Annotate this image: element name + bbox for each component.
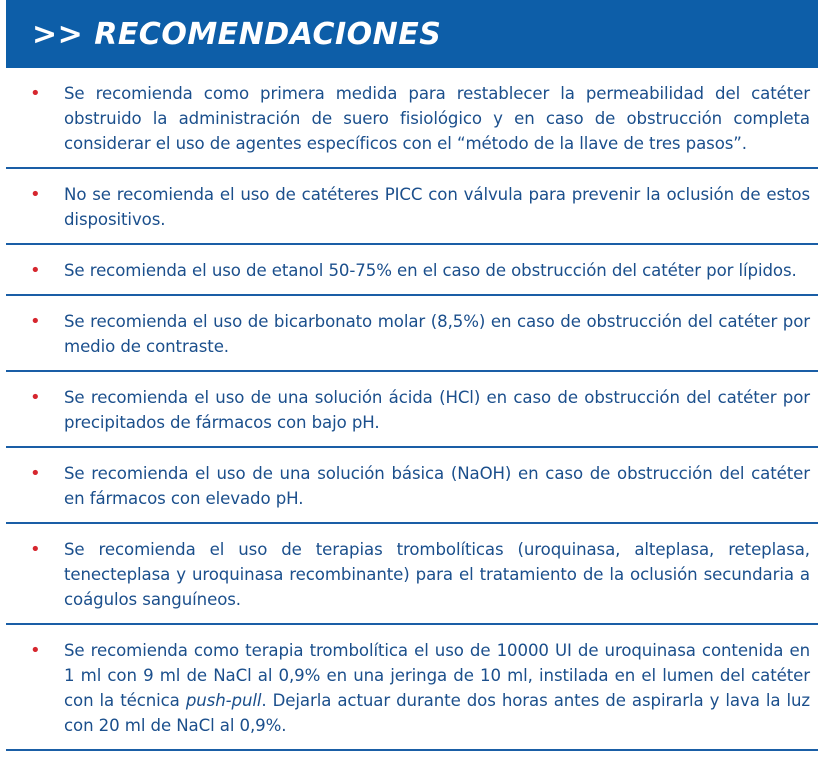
recommendation-text: Se recomienda el uso de etanol 50-75% en el caso de obstrucción del catéter por lípidos.	[64, 261, 797, 280]
bullet-icon: •	[30, 83, 41, 104]
recommendations-list	[6, 68, 818, 751]
recommendation-text: No se recomienda el uso de catéteres PICC con válvula para prevenir la oclusión de estos dispositivos.	[64, 185, 810, 229]
recommendation-item-5	[6, 372, 818, 448]
recommendation-item-4	[6, 296, 818, 372]
recommendation-item-3	[6, 245, 818, 296]
bullet-icon: •	[30, 184, 41, 205]
recommendation-text-part: Se recomienda como terapia trombolítica el uso de 10000 UI de uroquinasa contenida en 1 ml con 9 ml de NaCl al 0,9% en una jeringa de 10 ml, instilada en el lumen del catéter con la técnica	[64, 641, 810, 710]
recommendation-text: Se recomienda el uso de una solución básica (NaOH) en caso de obstrucción del catéter en fármacos con elevado pH.	[64, 464, 810, 508]
recommendation-text	[64, 638, 810, 738]
recommendations-box	[6, 0, 818, 752]
recommendation-text-part: . Dejarla actuar durante dos horas antes de aspirarla y lava la luz con 20 ml de NaCl al 0,9%.	[64, 691, 810, 735]
bullet-icon: •	[30, 387, 41, 408]
bullet-icon: •	[30, 311, 41, 332]
recommendation-text: Se recomienda el uso de bicarbonato molar (8,5%) en caso de obstrucción del catéter por medio de contraste.	[64, 312, 810, 356]
recommendation-item-6	[6, 448, 818, 524]
recommendation-text: Se recomienda como primera medida para restablecer la permeabilidad del catéter obstruido la administración de suero fisiológico y en caso de obstrucción completa considerar el uso de agentes específicos con el “método de la llave de tres pasos”.	[64, 84, 810, 153]
recommendation-item-8	[6, 625, 818, 751]
recommendation-item-7	[6, 524, 818, 625]
bullet-icon: •	[30, 463, 41, 484]
technique-name: push-pull	[185, 691, 262, 710]
header-title: >> RECOMENDACIONES	[32, 16, 442, 52]
bullet-icon: •	[30, 539, 41, 560]
recommendation-text: Se recomienda el uso de terapias trombolíticas (uroquinasa, alteplasa, reteplasa, tenecteplasa y uroquinasa recombinante) para el tratamiento de la oclusión secundaria a coágulos sanguíneos.	[64, 540, 810, 609]
recommendation-item-2	[6, 169, 818, 245]
recommendation-item-1	[6, 68, 818, 169]
recommendations-header	[6, 0, 818, 68]
bullet-icon: •	[30, 640, 41, 661]
recommendation-text: Se recomienda el uso de una solución ácida (HCl) en caso de obstrucción del catéter por precipitados de fármacos con bajo pH.	[64, 388, 810, 432]
bullet-icon: •	[30, 260, 41, 281]
